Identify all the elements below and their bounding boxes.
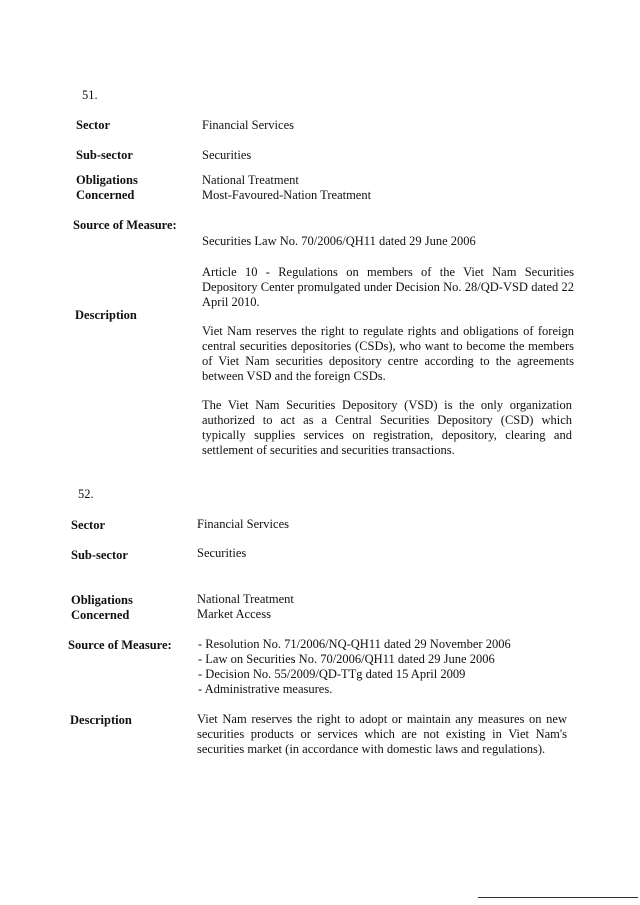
description-paragraph: Viet Nam reserves the right to adopt or maintain any measures on new securities products or services which are not existing in Viet Nam's securities market (in accordance with domestic laws and regulations). xyxy=(197,712,567,756)
source-item: - Administrative measures. xyxy=(198,682,333,696)
description-label: Description xyxy=(70,713,132,727)
source-item: - Resolution No. 71/2006/NQ-QH11 dated 29 November 2006 xyxy=(198,637,511,651)
subsector-value: Securities xyxy=(197,546,247,560)
sector-label: Sector xyxy=(71,518,106,532)
source-item: - Decision No. 55/2009/QD-TTg dated 15 April 2009 xyxy=(198,667,466,681)
entry-number: 51. xyxy=(82,88,98,102)
obligations-label-2: Concerned xyxy=(76,188,135,202)
description-label: Description xyxy=(75,308,137,322)
sector-value: Financial Services xyxy=(202,118,294,132)
obligations-label: Obligations xyxy=(76,173,138,187)
description-paragraph: Viet Nam reserves the right to regulate rights and obligations of foreign central securities depositories (CSDs), who want to become the members of Viet Nam securities depository centre according to the agreements between VSD and the foreign CSDs. xyxy=(202,324,574,383)
source-item: - Law on Securities No. 70/2006/QH11 dated 29 June 2006 xyxy=(198,652,495,666)
subsector-label: Sub-sector xyxy=(71,548,128,562)
source-label: Source of Measure: xyxy=(73,218,177,232)
obligations-label-2: Concerned xyxy=(71,608,130,622)
obligation-item: Most-Favoured-Nation Treatment xyxy=(202,188,372,202)
subsector-label: Sub-sector xyxy=(76,148,133,162)
description-paragraph: The Viet Nam Securities Depository (VSD) is the only organization authorized to act as a Central Securities Depository (CSD) which typically supplies services on registration, depository, clearing and settlement of securities and securities transactions. xyxy=(202,398,572,457)
obligation-item: National Treatment xyxy=(202,173,299,187)
obligation-item: Market Access xyxy=(197,607,271,621)
subsector-value: Securities xyxy=(202,148,252,162)
sector-label: Sector xyxy=(76,118,111,132)
source-label: Source of Measure: xyxy=(68,638,172,652)
sector-value: Financial Services xyxy=(197,517,289,531)
obligation-item: National Treatment xyxy=(197,592,294,606)
source-item: Securities Law No. 70/2006/QH11 dated 29 June 2006 xyxy=(202,234,476,248)
footer-rule xyxy=(478,897,638,898)
entry-number: 52. xyxy=(78,487,94,501)
obligations-label: Obligations xyxy=(71,593,133,607)
source-item: Article 10 - Regulations on members of the Viet Nam Securities Depository Center promulgated under Decision No. 28/QD-VSD dated 22 April 2010. xyxy=(202,265,574,309)
